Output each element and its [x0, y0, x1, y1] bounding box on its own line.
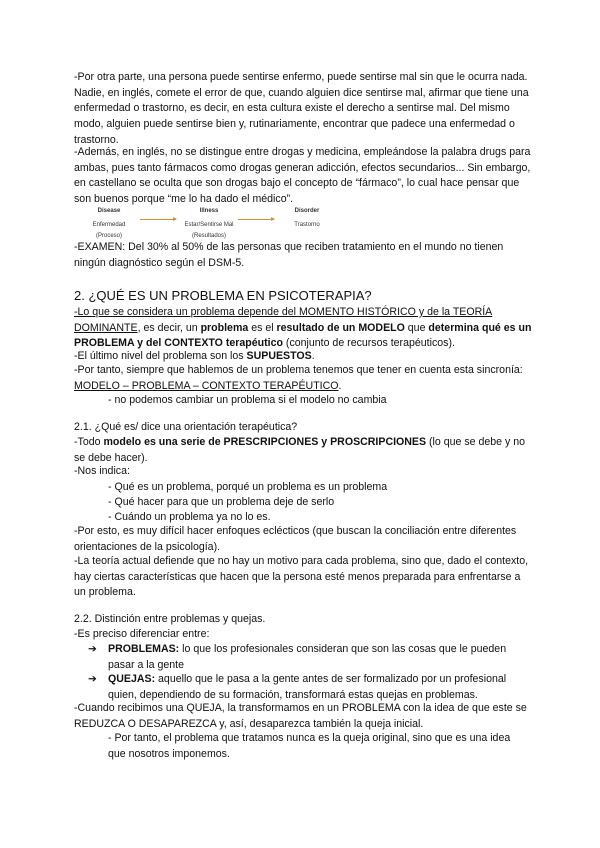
diagram-illness-head: Illness [199, 208, 219, 214]
paragraph-problema-modelo [74, 305, 534, 352]
quejas-text [108, 672, 533, 703]
text: , es decir, un [137, 321, 201, 334]
paragraph-queja-problema: -Cuando recibimos una QUEJA, la transformamos en un PROBLEMA con la idea de que este se REDUZCA O DESAPAREZCA y, así, desaparezca también la queja inicial. [74, 702, 527, 730]
paragraph-nos-indica: -Nos indica: [74, 465, 130, 477]
bold-text: problema [200, 321, 249, 334]
bold-text: determina qué es un PROBLEMA y del CONTEXTO terapéutico [74, 321, 532, 350]
section-2-2-heading: 2.2. Distinción entre problemas y quejas. [74, 613, 266, 625]
diagram-disorder-sub: Trastorno [294, 222, 320, 228]
text: -Todo [74, 436, 104, 448]
diagram-disease-column [74, 207, 144, 240]
bold-text: resultado de un MODELO [276, 321, 405, 334]
paragraph-eclecticos: -Por esto, es muy difícil hacer enfoques eclécticos (que buscan la conciliación entre diferentes orientaciones de la psicología). [74, 525, 517, 553]
paragraph-prescripciones [74, 435, 534, 466]
paragraph-sincronia [74, 363, 534, 394]
bold-text: SUPUESTOS [246, 350, 312, 362]
paragraph-sentirse-mal: -Por otra parte, una persona puede sentirse enfermo, puede sentirse mal sin que le ocurra nada. Nadie, en inglés, comete el error de que, cuando alguien dice sentirse mal, afirmar que tiene una enfermedad o trastorno, es decir, en esta cultura existe el derecho a sentirse mal. Del mismo modo, alguien puede sentirse bien y, rutinariamente, encontrar que padece una enfermedad o trastorno. [74, 71, 529, 146]
sincronia-underline: MODELO – PROBLEMA – CONTEXTO TERAPÉUTICO [74, 379, 339, 392]
note-modelo-no-cambia: - no podemos cambiar un problema si el modelo no cambia [108, 394, 387, 406]
paragraph-examen: -EXAMEN: Del 30% al 50% de las personas que reciben tratamiento en el mundo no tienen ningún diagnóstico según el DSM-5. [74, 241, 504, 269]
text: . [311, 350, 315, 362]
paragraph-diferenciar: -Es preciso diferenciar entre: [74, 628, 210, 640]
text: -El último nivel del problema son los [74, 350, 247, 362]
list-item: - Qué es un problema, porqué un problema es un problema [108, 481, 388, 493]
text: que [404, 321, 429, 334]
arrow-icon: ➔ [88, 643, 97, 655]
text: aquello que le pasa a la gente antes de ser formalizado por un profesional quien, dependiendo de su formación, transformará estas quejas en problemas. [108, 673, 507, 701]
diagram-illness-sub: Estar/Sentirse Mal [184, 222, 234, 228]
paragraph-drogas-medicina: -Además, en inglés, no se distingue entre drogas y medicina, empleándose la palabra drugs para ambas, pues tanto fármacos como drogas generan adicción, efectos secundarios... Sin embargo, en castellano se oculta que son drogas bajo el concepto de “fármaco”, lo cual hace pensar que son buenos porque “me lo ha dado el médico”. [74, 146, 531, 206]
diagram-disorder-column [272, 207, 342, 229]
list-item: - Cuándo un problema ya no lo es. [108, 511, 271, 523]
text: . [338, 379, 342, 392]
momento-historico-underline: -Lo que se considera un problema depende del MOMENTO HISTÓRICO y de la TEORÍA DOMINANTE [74, 306, 493, 334]
bold-text: PROBLEMAS: [108, 643, 180, 655]
bold-text: QUEJAS: [108, 673, 156, 685]
diagram-disorder-head: Disorder [294, 208, 320, 214]
text: (lo que se debe y no se debe hacer). [74, 436, 526, 464]
section-2-heading: 2. ¿QUÉ ES UN PROBLEMA EN PSICOTERAPIA? [74, 288, 372, 303]
text: -Por tanto, siempre que hablemos de un problema tenemos que tener en cuenta esta sincronía: [74, 364, 523, 376]
paragraph-teoria-actual: -La teoría actual defiende que no hay un motivo para cada problema, sino que, dado el contexto, hay ciertas características que hacen que la persona esté menos preparada para enfrentarse a un problema. [74, 555, 529, 599]
text: es el [248, 321, 277, 334]
diagram-arrow-1 [140, 219, 176, 220]
problemas-text [108, 642, 533, 673]
text: lo que los profesionales consideran que son las cosas que le pueden pasar a la gente [108, 643, 507, 671]
diagram-illness-column [174, 207, 244, 240]
note-queja-original: - Por tanto, el problema que tratamos nunca es la queja original, sino que es una idea que nosotros imponemos. [108, 732, 511, 760]
diagram-disease-note: (Proceso) [95, 233, 122, 239]
diagram-arrow-2 [238, 219, 274, 220]
diagram-illness-note: (Resultados) [191, 233, 226, 239]
arrow-icon: ➔ [88, 673, 97, 685]
list-item: - Qué hacer para que un problema deje de serlo [108, 496, 335, 508]
diagram-disease-sub: Enfermedad [92, 222, 126, 228]
section-2-1-heading: 2.1. ¿Qué es/ dice una orientación terapéutica? [74, 421, 298, 433]
diagram-disease-head: Disease [97, 208, 121, 214]
bold-text: modelo es una serie de PRESCRIPCIONES y PROSCRIPCIONES [103, 436, 427, 448]
text: (conjunto de recursos terapéuticos). [282, 337, 455, 350]
